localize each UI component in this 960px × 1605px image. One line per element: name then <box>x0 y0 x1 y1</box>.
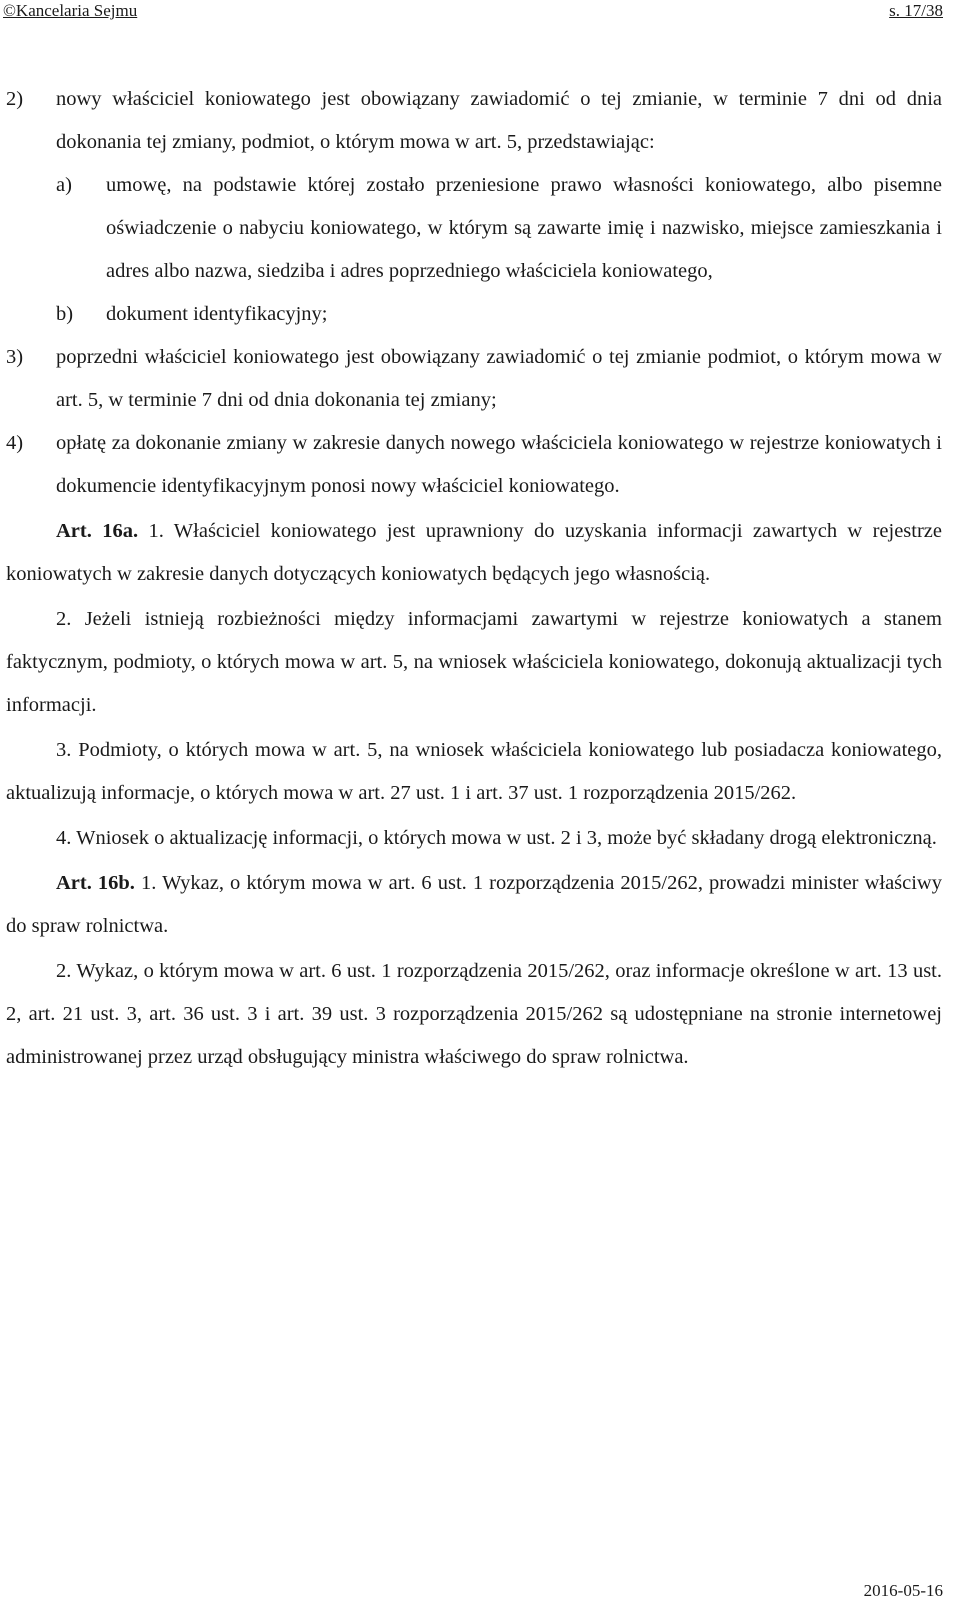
art-16a-paragraph-3: 3. Podmioty, o których mowa w art. 5, na wniosek właściciela koniowatego lub posiadacza koniowatego, aktualizują informacje, o których mowa w art. 27 ust. 1 i art. 37 ust. 1 rozporządzenia 2015/262. <box>6 739 942 804</box>
paragraph-text: Wykaz, o którym mowa w art. 6 ust. 1 rozporządzenia 2015/262, prowadzi minister właściwy do spraw rolnictwa. <box>6 872 942 937</box>
list-marker: 3) <box>6 346 24 368</box>
list-item-text: opłatę za dokonanie zmiany w zakresie danych nowego właściciela koniowatego w rejestrze koniowatych i dokumencie identyfikacyjnym ponosi nowy właściciel koniowatego. <box>56 432 942 497</box>
sub-item-text: umowę, na podstawie której zostało przeniesione prawo własności koniowatego, albo pisemne oświadczenie o nabyciu koniowatego, w którym są zawarte imię i nazwisko, miejsce zamieszkania i adres albo nazwa, siedziba i adres poprzedniego właściciela koniowatego, <box>106 174 942 282</box>
paragraph-text: Właściciel koniowatego jest uprawniony do uzyskania informacji zawartych w rejestrze koniowatych w zakresie danych dotyczących koniowatych będących jego własnością. <box>6 520 943 585</box>
art-16a-paragraph-2: 2. Jeżeli istnieją rozbieżności między informacjami zawartymi w rejestrze koniowatych a stanem faktycznym, podmioty, o których mowa w art. 5, na wniosek właściciela koniowatego, dokonują aktualizacji tych informacji. <box>6 608 942 716</box>
article-heading: Art. 16a. <box>56 520 139 542</box>
list-item-2 <box>0 78 960 164</box>
list-item-4 <box>0 422 960 508</box>
page-header <box>0 0 960 22</box>
sub-item-a <box>0 164 960 293</box>
page-number-link[interactable]: s. 17/38 <box>889 1 943 20</box>
sub-marker: b) <box>56 303 74 325</box>
sub-item-b <box>0 293 960 336</box>
list-item-text: poprzedni właściciel koniowatego jest obowiązany zawiadomić o tej zmianie podmiot, o którym mowa w art. 5, w terminie 7 dni od dnia dokonania tej zmiany; <box>56 346 942 411</box>
paragraph-number: 1. <box>141 872 157 894</box>
sub-item-text: dokument identyfikacyjny; <box>106 303 328 325</box>
footer-date: 2016-05-16 <box>863 1581 943 1600</box>
list-item-3 <box>0 336 960 422</box>
paragraph-number: 1. <box>148 520 164 542</box>
document-body <box>0 78 960 1079</box>
list-marker: 4) <box>6 432 24 454</box>
art-16b-paragraph-2: 2. Wykaz, o którym mowa w art. 6 ust. 1 rozporządzenia 2015/262, oraz informacje określone w art. 13 ust. 2, art. 21 ust. 3, art. 36 ust. 3 i art. 39 ust. 3 rozporządzenia 2015/262 są udostępniane na stronie internetowej administrowanej przez urząd obsługujący ministra właściwego do spraw rolnictwa. <box>6 960 942 1068</box>
article-heading: Art. 16b. <box>56 872 135 894</box>
list-marker: 2) <box>6 88 24 110</box>
art-16a-paragraph-4: 4. Wniosek o aktualizację informacji, o których mowa w ust. 2 i 3, może być składany drogą elektroniczną. <box>56 827 937 849</box>
publisher-link[interactable]: ©Kancelaria Sejmu <box>3 1 138 20</box>
art-16a-paragraph-1 <box>0 510 960 596</box>
list-item-text: nowy właściciel koniowatego jest obowiązany zawiadomić o tej zmianie, w terminie 7 dni od dnia dokonania tej zmiany, podmiot, o którym mowa w art. 5, przedstawiając: <box>56 88 942 153</box>
sub-marker: a) <box>56 174 72 196</box>
art-16b-paragraph-1 <box>0 862 960 948</box>
